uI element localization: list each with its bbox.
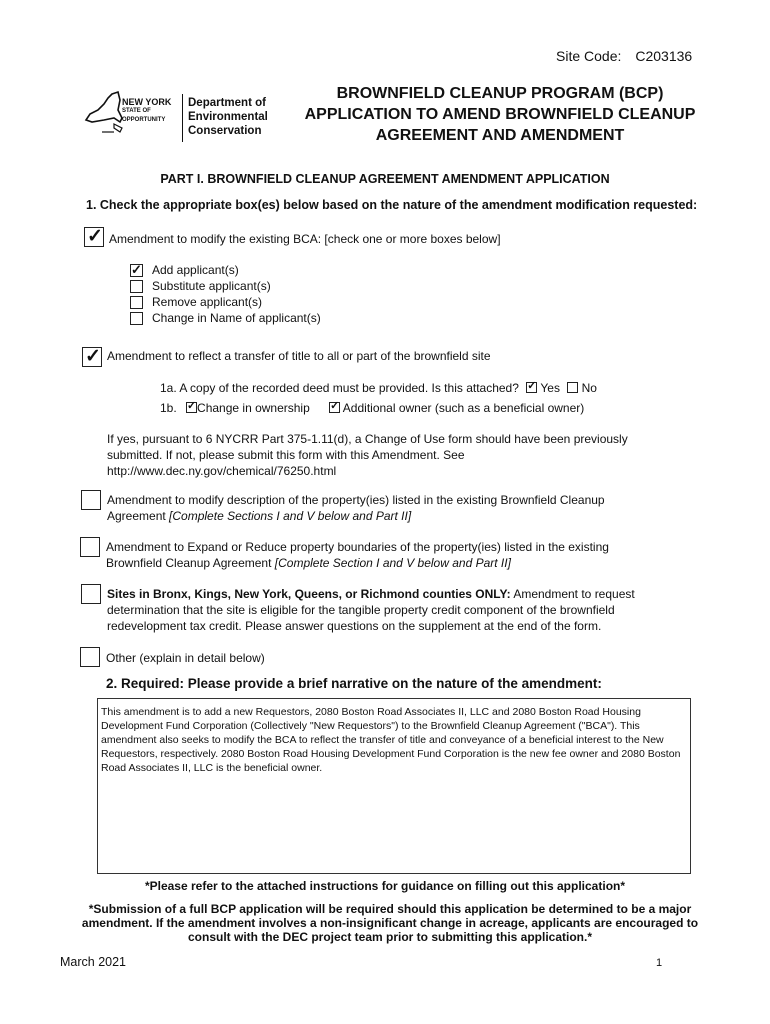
footer-date: March 2021 [60, 955, 127, 969]
nys-dec-logo [84, 88, 284, 144]
checkmark-icon: ✓ [85, 346, 101, 367]
submission-note: *Submission of a full BCP application will be required should this application be determined to be a major amendment. If the amendment involves a non-insignificant change in acreage, applicants are encouraged to consult with the DEC project team prior to submitting this application.* [81, 902, 699, 944]
q1b-prefix: 1b. [160, 401, 177, 415]
additional-owner-checkbox[interactable] [329, 402, 340, 413]
q1b-row [160, 400, 584, 416]
dec-wordmark: Department of Environmental Conservation [188, 97, 268, 137]
modify-description-checkbox[interactable] [81, 490, 101, 510]
substitute-applicant-label: Substitute applicant(s) [152, 279, 271, 293]
change-name-checkbox[interactable] [130, 312, 143, 325]
checkmark-icon: ✓ [187, 400, 197, 412]
modify-bca-label: Amendment to modify the existing BCA: [check one or more boxes below] [109, 232, 501, 246]
instructions-note: *Please refer to the attached instructions for guidance on filling out this application* [144, 879, 626, 893]
part1-heading: PART I. BROWNFIELD CLEANUP AGREEMENT AMENDMENT APPLICATION [160, 172, 610, 186]
change-ownership-label: Change in ownership [197, 401, 310, 415]
site-code [556, 48, 692, 64]
page-number: 1 [656, 957, 663, 969]
question-1: 1. Check the appropriate box(es) below based on the nature of the amendment modification requested: [86, 198, 698, 212]
modify-description-label: Amendment to modify description of the property(ies) listed in the existing Brownfield Cleanup Agreement [Complete Sections I and V below and Part II] [107, 493, 605, 523]
nyc-sites-checkbox[interactable] [81, 584, 101, 604]
q1a-row [160, 380, 597, 396]
modify-bca-checkbox[interactable] [84, 227, 104, 247]
add-applicant-label: Add applicant(s) [152, 263, 239, 277]
q1a-text: 1a. A copy of the recorded deed must be provided. Is this attached? [160, 381, 519, 395]
checkmark-icon: ✓ [87, 226, 103, 247]
remove-applicant-checkbox[interactable] [130, 296, 143, 309]
other-checkbox[interactable] [80, 647, 100, 667]
question-2: 2. Required: Please provide a brief narrative on the nature of the amendment: [106, 676, 602, 691]
new-york-state-map-icon [84, 88, 124, 144]
nyc-sites-label: Sites in Bronx, Kings, New York, Queens, or Richmond counties ONLY: Amendment to request determination that the site is eligible for the tangible property credit component of the brownfield redevelopment tax credit. Please answer questions on the supplement at the end of the form. [107, 587, 635, 633]
change-ownership-checkbox[interactable] [186, 402, 197, 413]
other-label: Other (explain in detail below) [106, 651, 265, 665]
q1a-yes-label: Yes [540, 381, 560, 395]
q1a-no-checkbox[interactable] [567, 382, 578, 393]
remove-applicant-label: Remove applicant(s) [152, 295, 263, 309]
checkmark-icon: ✓ [330, 400, 340, 412]
additional-owner-label: Additional owner (such as a beneficial owner) [342, 401, 585, 415]
expand-reduce-label: Amendment to Expand or Reduce property boundaries of the property(ies) listed in the existing Brownfield Cleanup Agreement [Complete Section I and V below and Part II] [106, 540, 609, 570]
checkmark-icon: ✓ [131, 262, 142, 277]
site-code-value: C203136 [635, 48, 693, 64]
transfer-title-label: Amendment to reflect a transfer of title to all or part of the brownfield site [107, 349, 491, 363]
checkmark-icon: ✓ [527, 380, 537, 392]
q1a-yes-checkbox[interactable] [526, 382, 537, 393]
transfer-title-checkbox[interactable] [82, 347, 102, 367]
logo-divider [182, 94, 183, 142]
narrative-textarea[interactable]: This amendment is to add a new Requestors, 2080 Boston Road Associates II, LLC and 2080 Boston Road Housing Development Fund Corporation (Collectively "New Requestors") to the Brownfield Cleanup Agreement ("BCA"). This amendment also seeks to modify the BCA to reflect the transfer of title and conveyance of a beneficial interest to the New Requestors, respectively. 2080 Boston Road Housing Development Fund Corporation is the new fee owner and 2080 Boston Road Associates II, LLC is the beneficial owner. [97, 698, 691, 874]
site-code-label: Site Code: [556, 48, 622, 64]
q1a-no-label: No [581, 381, 597, 395]
add-applicant-checkbox[interactable] [130, 264, 143, 277]
document-title: BROWNFIELD CLEANUP PROGRAM (BCP) APPLICATION TO AMEND BROWNFIELD CLEANUP AGREEMENT AND AMENDMENT [304, 85, 696, 144]
expand-reduce-checkbox[interactable] [80, 537, 100, 557]
substitute-applicant-checkbox[interactable] [130, 280, 143, 293]
change-of-use-link[interactable]: http://www.dec.ny.gov/chemical/76250.html [107, 464, 337, 478]
ny-wordmark: NEW YORK STATE OF OPPORTUNITY [122, 97, 172, 123]
change-of-use-note: If yes, pursuant to 6 NYCRR Part 375-1.11(d), a Change of Use form should have been previously submitted. If not, please submit this form with this Amendment. See http://www.dec.ny.gov/chemical/76250.html [107, 431, 707, 479]
change-name-label: Change in Name of applicant(s) [152, 311, 321, 325]
